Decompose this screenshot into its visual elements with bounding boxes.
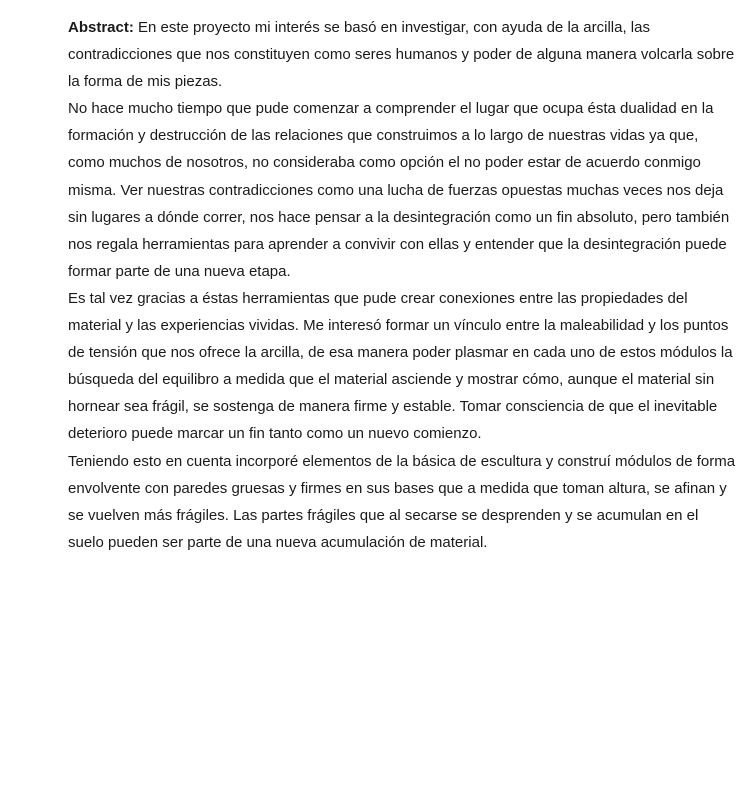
abstract-label: Abstract: bbox=[68, 19, 134, 36]
paragraph-text: En este proyecto mi interés se basó en investigar, con ayuda de la arcilla, las contradicciones que nos constituyen como seres humanos y poder de alguna manera volcarla sobre la forma de mis piezas. bbox=[68, 19, 735, 91]
paragraph-conexiones: Es tal vez gracias a éstas herramientas que pude crear conexiones entre las propiedades del material y las experiencias vividas. Me interesó formar un vínculo entre la maleabilidad y los puntos de tensión que nos ofrece la arcilla, de esa manera poder plasmar en cada uno de estos módulos la búsqueda del equilibro a medida que el material asciende y mostrar cómo, aunque el material sin hornear sea frágil, se sostenga de manera firme y estable. Tomar consciencia de que el inevitable deterioro puede marcar un fin tanto como un nuevo comienzo. bbox=[68, 289, 733, 443]
paragraph-modulos: Teniendo esto en cuenta incorporé elementos de la básica de escultura y construí módulos de forma envolvente con paredes gruesas y firmes en sus bases que a medida que toman altura, se afinan y se vuelven más frágiles. Las partes frágiles que al secarse se desprenden y se acumulan en el suelo pueden ser parte de una nueva acumulación de material. bbox=[68, 452, 736, 551]
paragraph-dualidad: No hace mucho tiempo que pude comenzar a comprender el lugar que ocupa ésta dualidad en la formación y destrucción de las relaciones que construimos a lo largo de nuestras vidas ya que, como muchos de nosotros, no consideraba como opción el no poder estar de acuerdo conmigo misma. Ver nuestras contradicciones como una lucha de fuerzas opuestas muchas veces nos deja sin lugares a dónde correr, nos hace pensar a la desintegración como un fin absoluto, pero también nos regala herramientas para aprender a convivir con ellas y entender que la desintegración puede formar parte de una nueva etapa. bbox=[68, 100, 730, 280]
abstract-section bbox=[68, 14, 736, 556]
paragraph-intro bbox=[68, 14, 736, 95]
